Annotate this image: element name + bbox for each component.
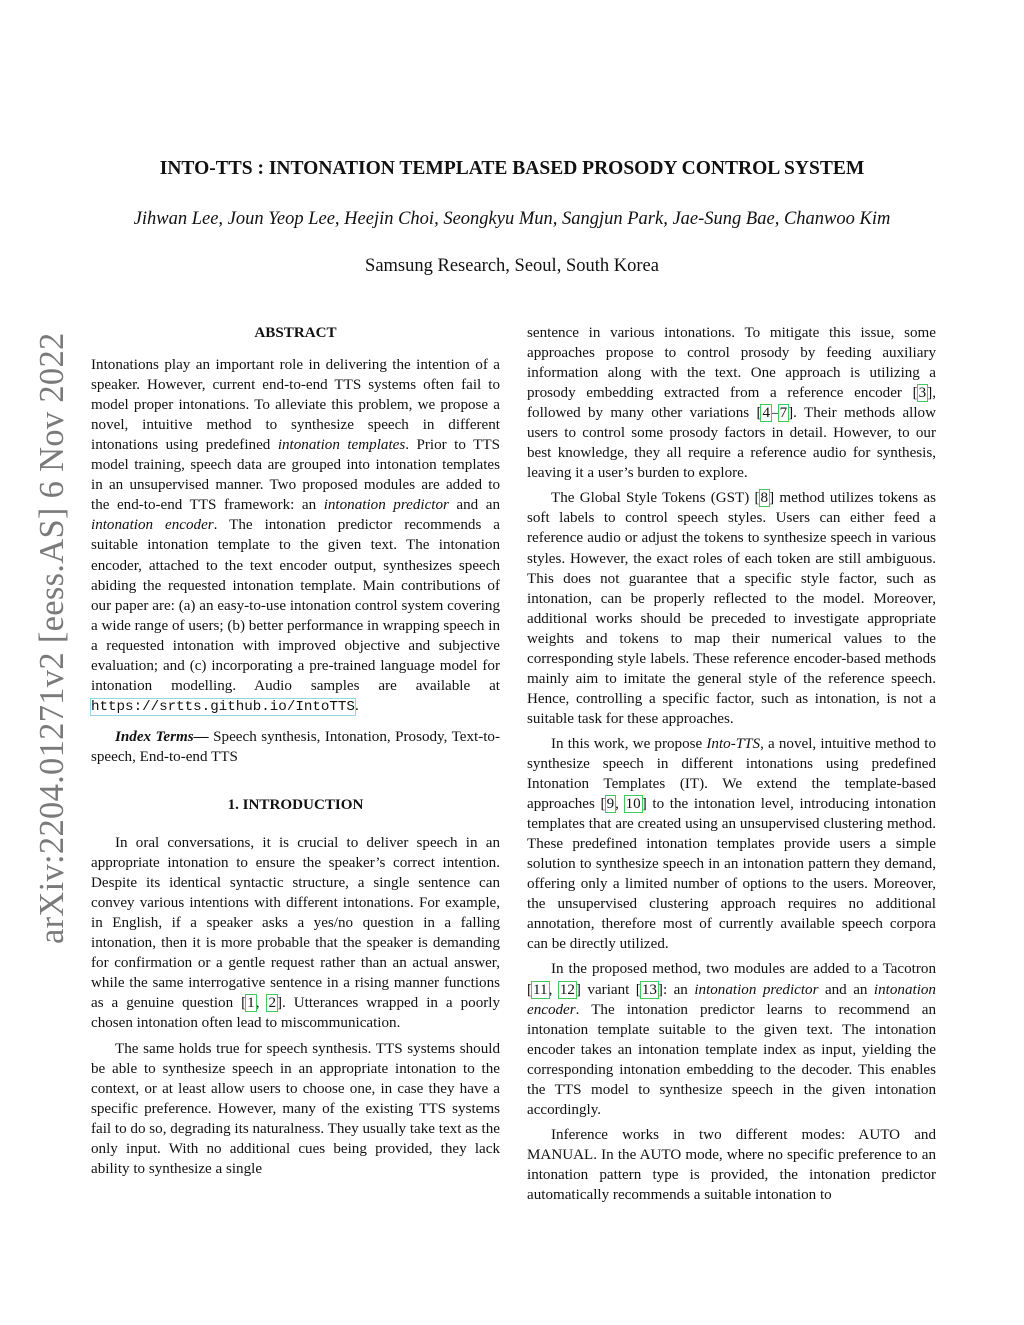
- intro-paragraph-2-continued: sentence in various intonations. To mitigate this issue, some approaches propose to control prosody by feeding auxiliary information along with the text. One approach is utilizing a prosody embedding extracted from a reference encoder [3], followed by many other variations [4–7]. Their methods allow users to control some prosody factors in detail. However, to our best knowledge, they all require a reference audio for synthesis, leaving it a user’s burden to explore.: [527, 325, 936, 482]
- arxiv-identifier: arXiv:2204.01271v2 [eess.AS] 6 Nov 2022: [33, 332, 71, 944]
- citation-link[interactable]: 11: [533, 981, 548, 998]
- right-column: [527, 323, 936, 1205]
- intro-paragraph-3: The Global Style Tokens (GST) [8] method utilizes tokens as soft labels to control speech styles. Users can either feed a reference audio or adjust the tokens to synthesize speech in various styles. However, the exact roles of each token are still ambiguous. This does not guarantee that a specific style factor, such as intonation, can be properly reflected to the model. Moreover, additional works should be preceded to investigate appropriate weights and tokens to map their numerical values to the corresponding style labels. These reference encoder-based methods mainly aim to imitate the general style of the reference speech. Hence, controlling a specific factor, such as intonation, is not a suitable task for these approaches.: [527, 490, 936, 727]
- citation-link[interactable]: 13: [641, 981, 657, 998]
- citation-link[interactable]: 10: [625, 796, 641, 813]
- affiliation: Samsung Research, Seoul, South Korea: [365, 256, 659, 276]
- author-list: Jihwan Lee, Joun Yeop Lee, Heejin Choi, Seongkyu Mun, Sangjun Park, Jae-Sung Bae, Chanwoo Kim: [133, 209, 891, 229]
- index-terms: Index Terms— Speech synthesis, Intonation, Prosody, Text-to-speech, End-to-end TTS: [91, 728, 501, 765]
- intro-paragraph-5: In the proposed method, two modules are added to a Tacotron [11, 12] variant [13]: an intonation predictor and an intonation encoder. The intonation predictor learns to recommend an intonation template suitable to the given text. The intonation encoder takes an intonation template index as input, yielding the corresponding intonation embedding to the decoder. This enables the TTS model to synthesize speech in the given intonation accordingly.: [527, 961, 936, 1118]
- citation-link[interactable]: 1: [247, 995, 255, 1012]
- citation-link[interactable]: 4: [762, 405, 771, 422]
- intro-paragraph-2: The same holds true for speech synthesis. TTS systems should be able to synthesize speech in an appropriate intonation to the context, or at least allow users to choose one, in case they have a specific preference. However, many of the existing TTS systems fail to do so, degrading its naturalness. They usually take text as the only input. With no additional cues being provided, they lack ability to synthesize a single: [91, 1040, 500, 1177]
- audio-samples-link[interactable]: https://srtts.github.io/IntoTTS: [91, 698, 355, 715]
- abstract-heading: ABSTRACT: [254, 325, 337, 341]
- citation-link[interactable]: 7: [779, 405, 788, 422]
- introduction-heading: 1. INTRODUCTION: [227, 796, 364, 813]
- intro-paragraph-6: Inference works in two different modes: AUTO and MANUAL. In the AUTO mode, where no specific preference to an intonation pattern type is provided, the intonation predictor automatically recommends a suitable intonation to: [527, 1126, 936, 1203]
- left-column: [91, 323, 500, 1179]
- citation-link[interactable]: 8: [760, 490, 769, 507]
- citation-link[interactable]: 3: [918, 385, 927, 402]
- intro-paragraph-1: In oral conversations, it is crucial to deliver speech in an appropriate intonation to ensure the speaker’s correct intention. Despite its identical syntactic structure, a single sentence can convey various intentions with different intonations. For example, in English, if a speaker asks a yes/no question in a falling intonation, then it is more probable that the speaker is demanding for confirmation or a gentle request rather than an actual answer, while the same interrogative sentence in a rising manner functions as a genuine question [1, 2]. Utterances wrapped in a poorly chosen intonation often lead to miscommunication.: [91, 835, 501, 1032]
- citation-link[interactable]: 12: [559, 981, 575, 998]
- intro-paragraph-4: In this work, we propose Into-TTS, a novel, intuitive method to synthesize speech in different intonations using predefined Intonation Templates (IT). We extend the template-based approaches [9, 10] to the intonation level, introducing intonation templates that are created using an unsupervised clustering method. These predefined intonation templates provide users a simple solution to synthesize speech in an intonation pattern they demand, offering only a limited number of options to the users. Moreover, the unsupervised clustering approach requires no additional annotation, therefore most of currently available speech corpora can be directly utilized.: [527, 735, 937, 953]
- citation-link[interactable]: 9: [606, 796, 615, 813]
- citation-link[interactable]: 2: [268, 995, 276, 1012]
- paper-title: INTO-TTS : INTONATION TEMPLATE BASED PROSODY CONTROL SYSTEM: [159, 158, 865, 179]
- abstract-paragraph: Intonations play an important role in delivering the intention of a speaker. However, current end-to-end TTS systems often fail to model proper intonations. To alleviate this problem, we propose a novel, intuitive method to synthesize speech in different intonations using predefined intonation templates. Prior to TTS model training, speech data are grouped into intonation templates in an unsupervised manner. Two proposed modules are added to the end-to-end TTS framework: an intonation predictor and an intonation encoder. The intonation predictor recommends a suitable intonation template to the given text. The intonation encoder, attached to the text encoder output, synthesizes speech abiding the requested intonation template. Main contributions of our paper are: (a) an easy-to-use intonation control system covering a wide range of users; (b) better performance in wrapping speech in a requested intonation with improved objective and subjective evaluation; and (c) incorporating a pre-trained language model for intonation modelling. Audio samples are available at https://srtts.github.io/IntoTTS.: [91, 357, 500, 715]
